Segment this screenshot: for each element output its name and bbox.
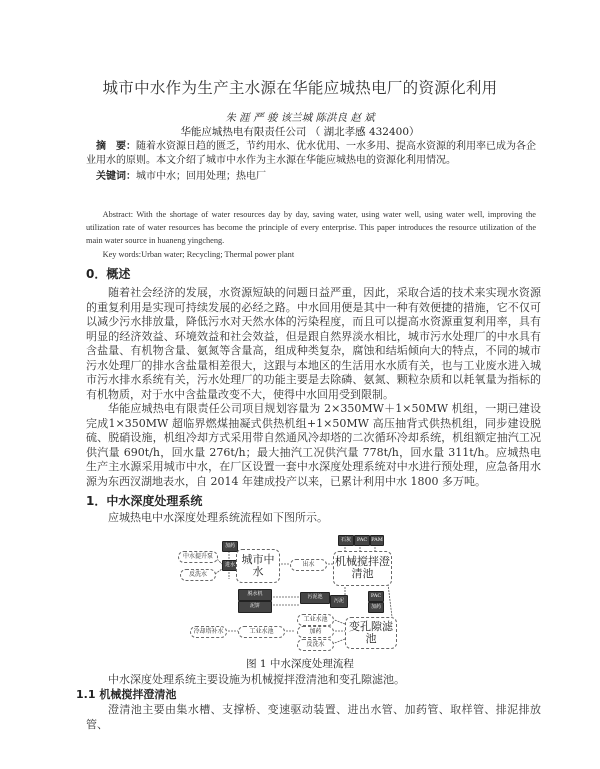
section-0-paragraph-2: 华能应城热电有限责任公司项目规划容量为 2×350MW＋1×50MW 机组，一期已建设完成1×350MW 超临界燃煤抽凝式供热机组+1×50MW 高压抽背式供热机组，同步建设脱硫、脱硝设施，机组冷却方式采用带自然通风冷却塔的二次循环冷却系统，机组额定抽汽工况供汽量 690t/h，回水量 276t/h；最大抽汽工况供汽量 778t/h，回水量 311t/h。应城热电生产主水源采用城市中水，在厂区设置一套中水深度处理系统对中水进行预处理，应急备用水源为东西汊湖地表水，自 2014 年建成投产以来，已累计利用中水 1800 多万吨。: [86, 402, 541, 488]
node-clarifier: 机械搅拌澄清池: [333, 551, 392, 586]
node-pam: PAM: [370, 535, 384, 546]
node-dosing-filter: 加药: [297, 626, 334, 638]
node-sludge-tank: 污泥池: [300, 592, 330, 604]
section-1-intro: 应城热电中水深度处理系统流程如下图所示。: [108, 511, 328, 524]
node-reservoir: 工业水池: [238, 626, 285, 638]
node-mud: 泥饼: [238, 601, 272, 613]
abstract-en-label: Abstract:: [102, 210, 134, 219]
keywords-cn: [86, 170, 536, 184]
abstract-text: 随着水资源日趋的匮乏，节约用水、优水优用、一水多用、提高水资源的利用率已成为各企业用水的原则。本文介绍了城市中水作为主水源在华能应城热电的资源化利用情况。: [86, 141, 536, 166]
paragraph-3: 中水深度处理系统主要设施为机械搅拌澄清池和变孔隙滤池。: [108, 672, 405, 686]
node-filter: 变孔隙滤池: [345, 617, 397, 649]
authors: 朱 涯 严 骏 该兰城 陈洪良 赵 斌: [225, 112, 375, 124]
node-backwash-out: 反洗水: [297, 639, 334, 651]
abstract-cn: [86, 140, 536, 168]
node-dosing-1: 加药: [222, 541, 238, 552]
affiliation: 华能应城热电有限责任公司 （ 湖北孝感 432400）: [180, 126, 420, 138]
node-sludge: 污泥: [330, 595, 348, 608]
section-0-heading: 0．概述: [86, 267, 131, 281]
section-1-1-heading: 1.1 机械搅拌澄清池: [76, 688, 177, 701]
node-pac: PAC: [354, 535, 370, 546]
node-pipe-out: 出水: [290, 559, 327, 571]
abstract-en-text: With the shortage of water resources day by day, saving water, using water well, using water well, improving the utilization rate of water resources has become the principle of every enterprise. This paper introduces the resource utilization of the main water source in huaneng yingcheng.: [86, 210, 536, 245]
figure-caption: 图 1 中水深度处理流程: [246, 657, 354, 670]
node-cooling: 冷却塔补水: [190, 626, 227, 638]
section-1-1-paragraph: 澄清池主要由集水槽、支撑桥、变速驱动装置、进出水管、加药管、取样管、排泥排放管、: [86, 703, 541, 731]
node-reservoir-a: 工业水池: [297, 614, 334, 626]
node-pump: 中水提升泵: [178, 551, 218, 563]
node-lime: 石灰: [338, 535, 354, 546]
section-0-paragraph-1: 随着社会经济的发展，水资源短缺的问题日益严重，因此，采取合适的技术来实现水资源的重复利用是实现可持续发展的必经之路。中水回用便是其中一种有效便捷的措施，它不仅可以减少污水排放量，降低污水对天然水体的污染程度，而且可以提高水资源重复利用率，具有明显的经济效益、环境效益和社会效益，但是跟自然界淡水相比，城市污水处理厂的中水具有含盐量、有机物含量、氨氮等含量高，组成种类复杂，腐蚀和结垢倾向大的特点，不同的城市污水处理厂的排水含盐量相差很大，这跟与本地区的生活用水水质有关，也与工业废水进入城市污水排水系统有关，污水处理厂的功能主要是去除磷、氨氮、颗粒杂质和以耗氧量为指标的有机物质，对于水中含盐量改变不大，使得中水回用受到限制。: [86, 286, 541, 401]
keywords-label: 关键词：: [96, 171, 136, 182]
node-dewater: 脱水机: [238, 589, 272, 601]
keywords-en: Key words:Urban water; Recycling; Thermal power plant: [102, 250, 295, 259]
section-1-heading: 1．中水深度处理系统: [86, 494, 203, 508]
node-backwash: 反洗水: [180, 569, 216, 581]
abstract-en: [86, 208, 536, 247]
page-column: [0, 78, 600, 732]
node-pac-2: PAC: [368, 591, 384, 602]
node-pipe-in: 进水: [222, 560, 238, 571]
flow-diagram: [170, 529, 430, 654]
paper-title: 城市中水作为生产主水源在华能应城热电厂的资源化利用: [102, 79, 498, 97]
abstract-label: 摘 要：: [96, 141, 136, 152]
keywords-text: 城市中水；回用处理；热电厂: [136, 171, 266, 182]
node-city-water: 城市中水: [236, 549, 280, 583]
node-dosing-2: 加药: [368, 602, 384, 613]
